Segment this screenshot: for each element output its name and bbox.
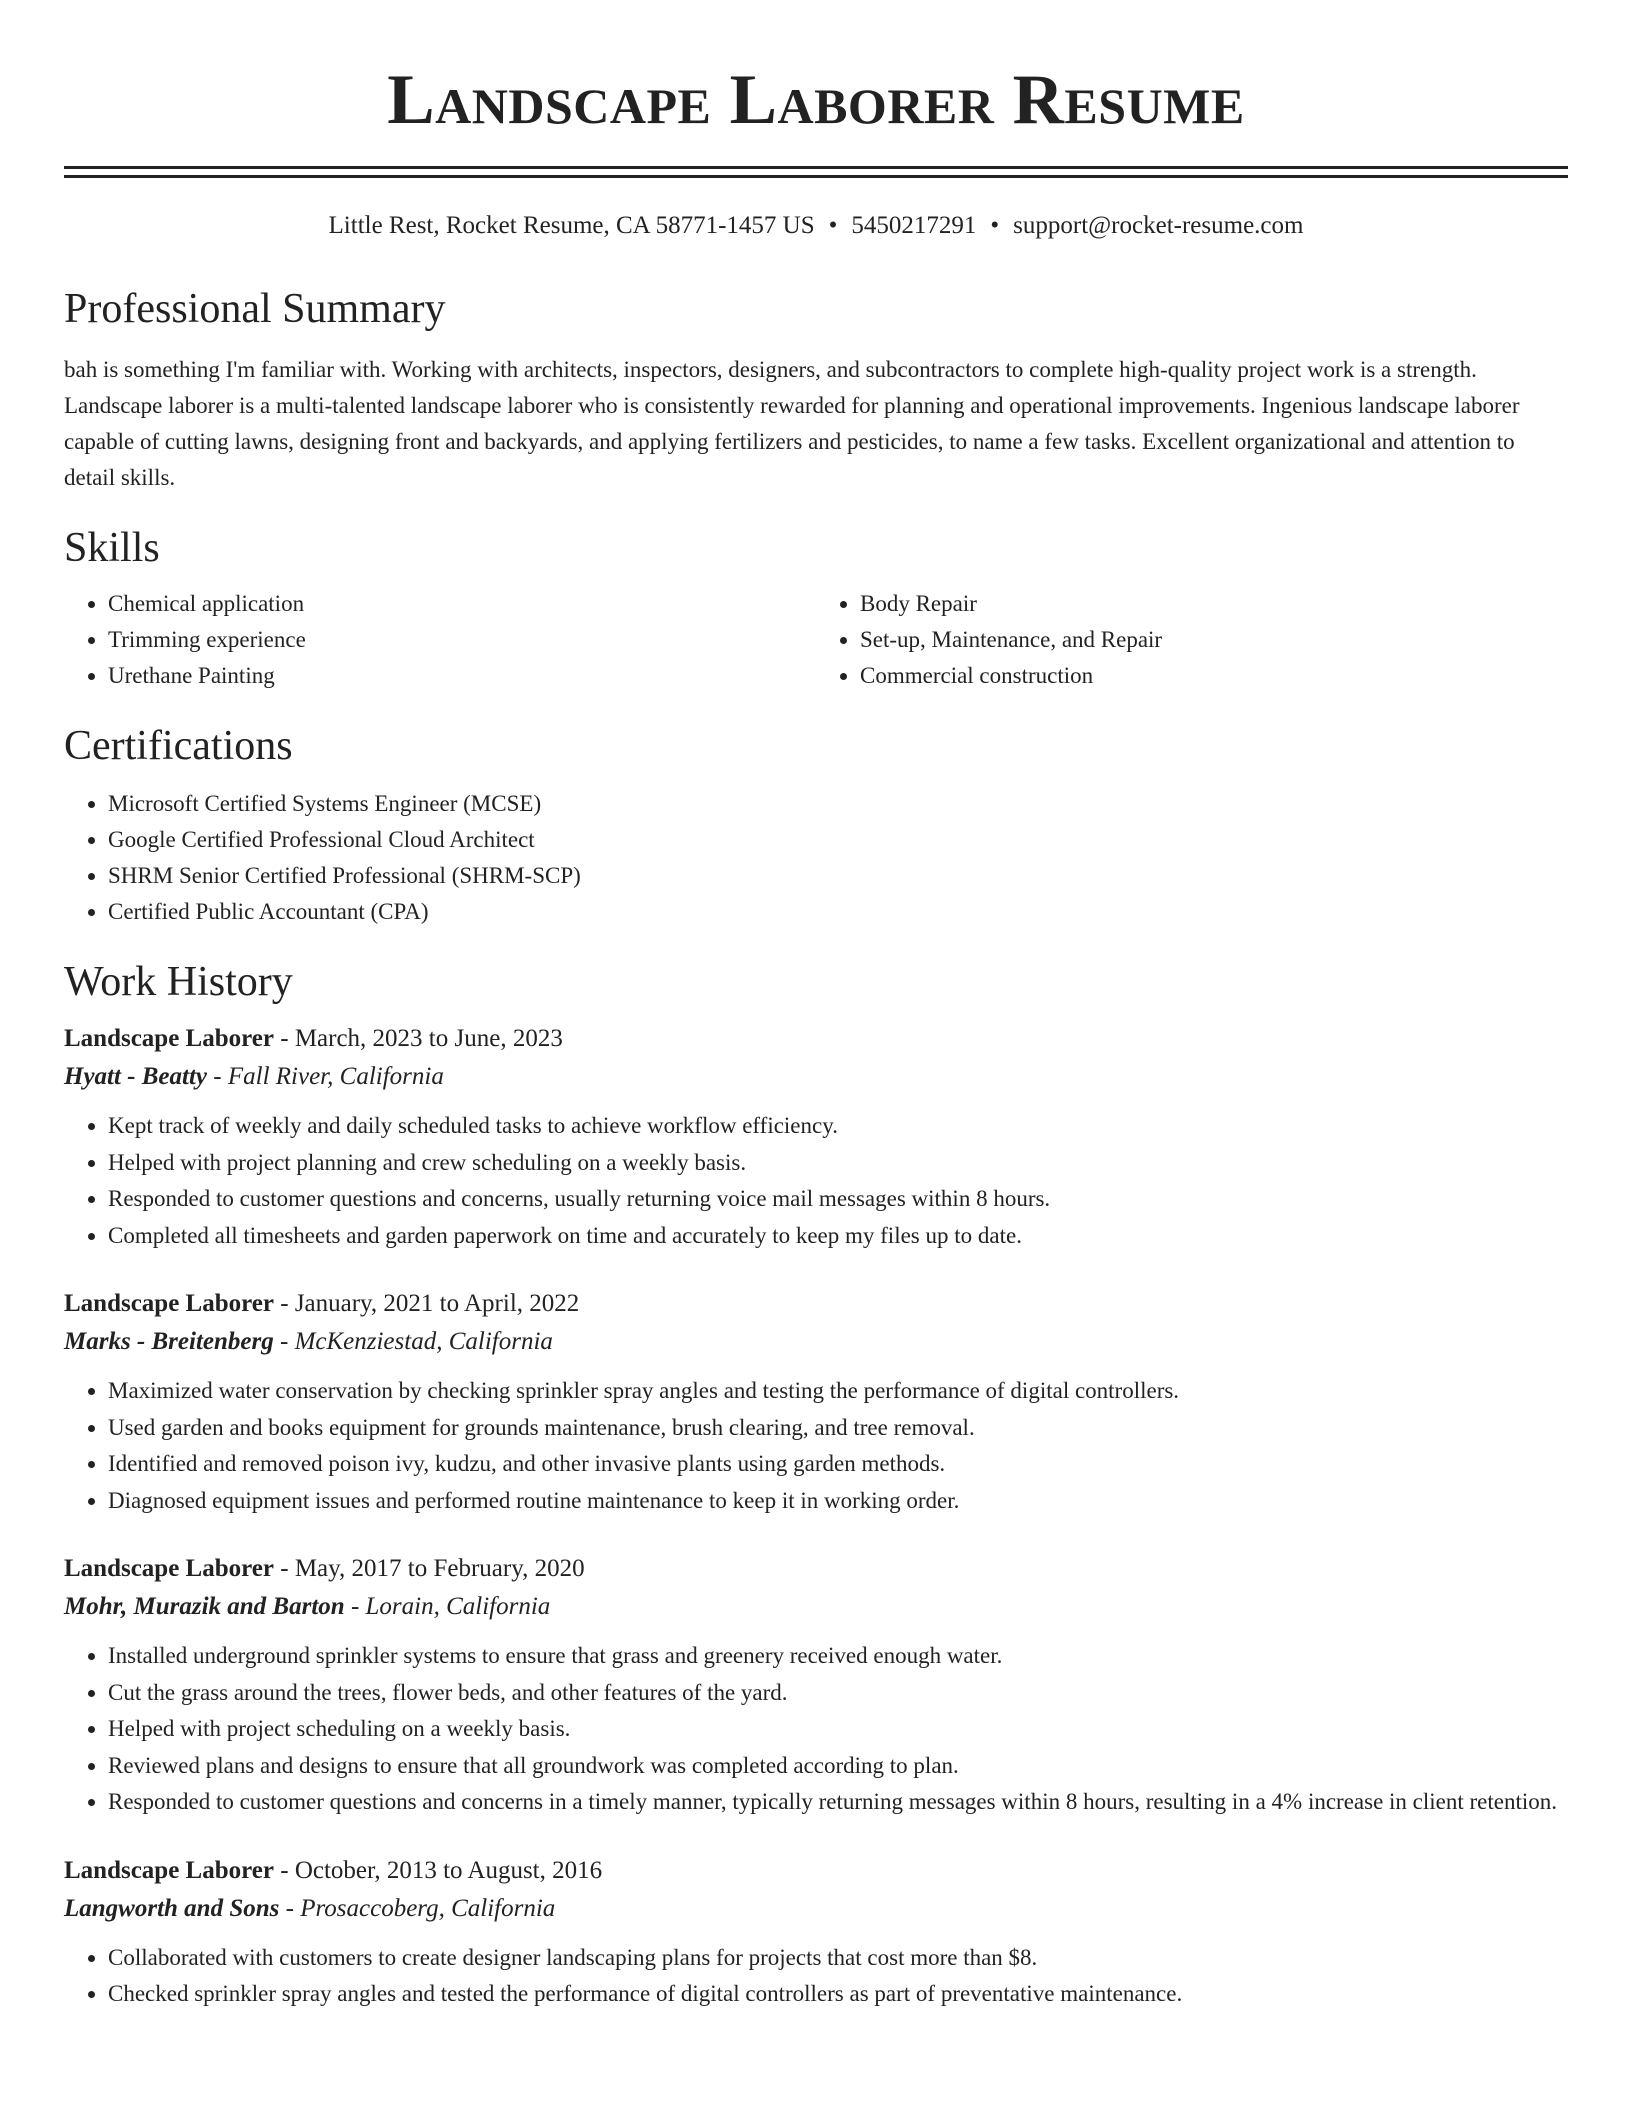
job-bullets [64, 1108, 1568, 1254]
job-dates: January, 2021 to April, 2022 [294, 1290, 580, 1317]
certification-item: • SHRM Senior Certified Professional (SHRM-SCP) [108, 858, 1568, 894]
skills-list-left [64, 586, 816, 694]
job-company: Marks - Breitenberg [64, 1328, 274, 1355]
job-dates: May, 2017 to February, 2020 [294, 1555, 585, 1582]
contact-separator: • [990, 212, 1000, 239]
job-company-line: Langworth and Sons - Prosaccoberg, California [64, 1894, 556, 1922]
summary-heading: Professional Summary [64, 286, 446, 332]
job-location: Lorain, California [365, 1593, 551, 1620]
job-bullets [64, 1373, 1568, 1519]
job-bullet: • Diagnosed equipment issues and performed routine maintenance to keep it in working order. [108, 1483, 1568, 1520]
job-company-line: Mohr, Murazik and Barton - Lorain, California [64, 1593, 551, 1620]
skill-item: • Chemical application [108, 586, 816, 622]
job-title: Landscape Laborer [64, 1025, 274, 1052]
job-title: Landscape Laborer [64, 1555, 274, 1582]
job-company-line: Hyatt - Beatty - Fall River, California [64, 1063, 444, 1090]
certifications-heading: Certifications [64, 723, 293, 769]
job-bullet: • Cut the grass around the trees, flower beds, and other features of the yard. [108, 1675, 1568, 1712]
certification-item: • Google Certified Professional Cloud Architect [108, 822, 1568, 858]
job-bullet: • Installed underground sprinkler systems to ensure that grass and greenery received enough water. [108, 1638, 1568, 1675]
job-bullet: • Completed all timesheets and garden paperwork on time and accurately to keep my files up to date. [108, 1218, 1568, 1255]
job-entry [64, 1285, 1568, 1519]
job-entry [64, 1852, 1568, 2013]
job-header: Landscape Laborer - May, 2017 to February, 2020 [64, 1555, 585, 1582]
job-bullet: • Responded to customer questions and concerns, usually returning voice mail messages within 8 hours. [108, 1181, 1568, 1218]
job-dates: March, 2023 to June, 2023 [294, 1025, 563, 1052]
job-company: Hyatt - Beatty [64, 1063, 208, 1090]
certification-item: • Certified Public Accountant (CPA) [108, 894, 1568, 930]
job-bullet: • Responded to customer questions and concerns in a timely manner, typically returning messages within 8 hours, resulting in a 4% increase in client retention. [108, 1784, 1568, 1821]
contact-email: support@rocket-resume.com [1013, 212, 1304, 239]
contact-line [64, 211, 1568, 241]
job-bullet: • Maximized water conservation by checking sprinkler spray angles and testing the performance of digital controllers. [108, 1373, 1568, 1410]
contact-address: Little Rest, Rocket Resume, CA 58771-1457 US [328, 212, 815, 239]
job-entry [64, 1550, 1568, 1821]
skills-heading: Skills [64, 525, 160, 571]
resume-title: Landscape Laborer Resume [387, 61, 1245, 139]
job-company-line: Marks - Breitenberg - McKenziestad, California [64, 1328, 553, 1355]
job-title: Landscape Laborer [64, 1290, 274, 1317]
contact-phone: 5450217291 [851, 212, 977, 239]
job-bullet: • Reviewed plans and designs to ensure that all groundwork was completed according to plan. [108, 1748, 1568, 1785]
job-header: Landscape Laborer - January, 2021 to April, 2022 [64, 1290, 580, 1317]
job-bullet: • Used garden and books equipment for grounds maintenance, brush clearing, and tree removal. [108, 1410, 1568, 1447]
job-bullet: • Kept track of weekly and daily scheduled tasks to achieve workflow efficiency. [108, 1108, 1568, 1145]
skill-item: • Set-up, Maintenance, and Repair [860, 622, 1568, 658]
title-double-rule [64, 166, 1568, 178]
job-dates: October, 2013 to August, 2016 [294, 1856, 603, 1884]
job-title: Landscape Laborer [64, 1856, 274, 1884]
job-bullet: • Helped with project scheduling on a weekly basis. [108, 1711, 1568, 1748]
job-bullets [64, 1940, 1568, 2013]
job-location: Fall River, California [227, 1063, 444, 1090]
skill-item: • Trimming experience [108, 622, 816, 658]
job-header: Landscape Laborer - March, 2023 to June, 2023 [64, 1025, 563, 1052]
job-bullet: • Checked sprinkler spray angles and tested the performance of digital controllers as part of preventative maintenance. [108, 1976, 1568, 2013]
skill-item: • Urethane Painting [108, 658, 816, 694]
job-location: Prosaccoberg, California [300, 1894, 556, 1922]
summary-text: bah is something I'm familiar with. Working with architects, inspectors, designers, and subcontractors to complete high-quality project work is a strength. Landscape laborer is a multi-talented landscape laborer who is consistently rewarded for planning and operational improvements. Ingenious landscape laborer capable of cutting lawns, designing front and backyards, and applying fertilizers and pesticides, to name a few tasks. Excellent organizational and attention to detail skills. [64, 357, 1520, 490]
skills-list-right [816, 586, 1568, 694]
skill-item: • Commercial construction [860, 658, 1568, 694]
job-bullet: • Collaborated with customers to create designer landscaping plans for projects that cost more than $8. [108, 1940, 1568, 1977]
job-bullets [64, 1638, 1568, 1821]
skill-item: • Body Repair [860, 586, 1568, 622]
job-company: Langworth and Sons [64, 1894, 280, 1922]
job-location: McKenziestad, California [294, 1328, 553, 1355]
certifications-list [64, 786, 1568, 930]
contact-separator: • [828, 212, 838, 239]
job-entry [64, 1020, 1568, 1254]
job-company: Mohr, Murazik and Barton [64, 1593, 345, 1620]
job-bullet: • Helped with project planning and crew scheduling on a weekly basis. [108, 1145, 1568, 1182]
certification-item: • Microsoft Certified Systems Engineer (MCSE) [108, 786, 1568, 822]
skills-grid [64, 586, 1568, 694]
job-bullet: • Identified and removed poison ivy, kudzu, and other invasive plants using garden methods. [108, 1446, 1568, 1483]
work-history-heading: Work History [64, 959, 293, 1005]
job-header: Landscape Laborer - October, 2013 to August, 2016 [64, 1856, 603, 1884]
